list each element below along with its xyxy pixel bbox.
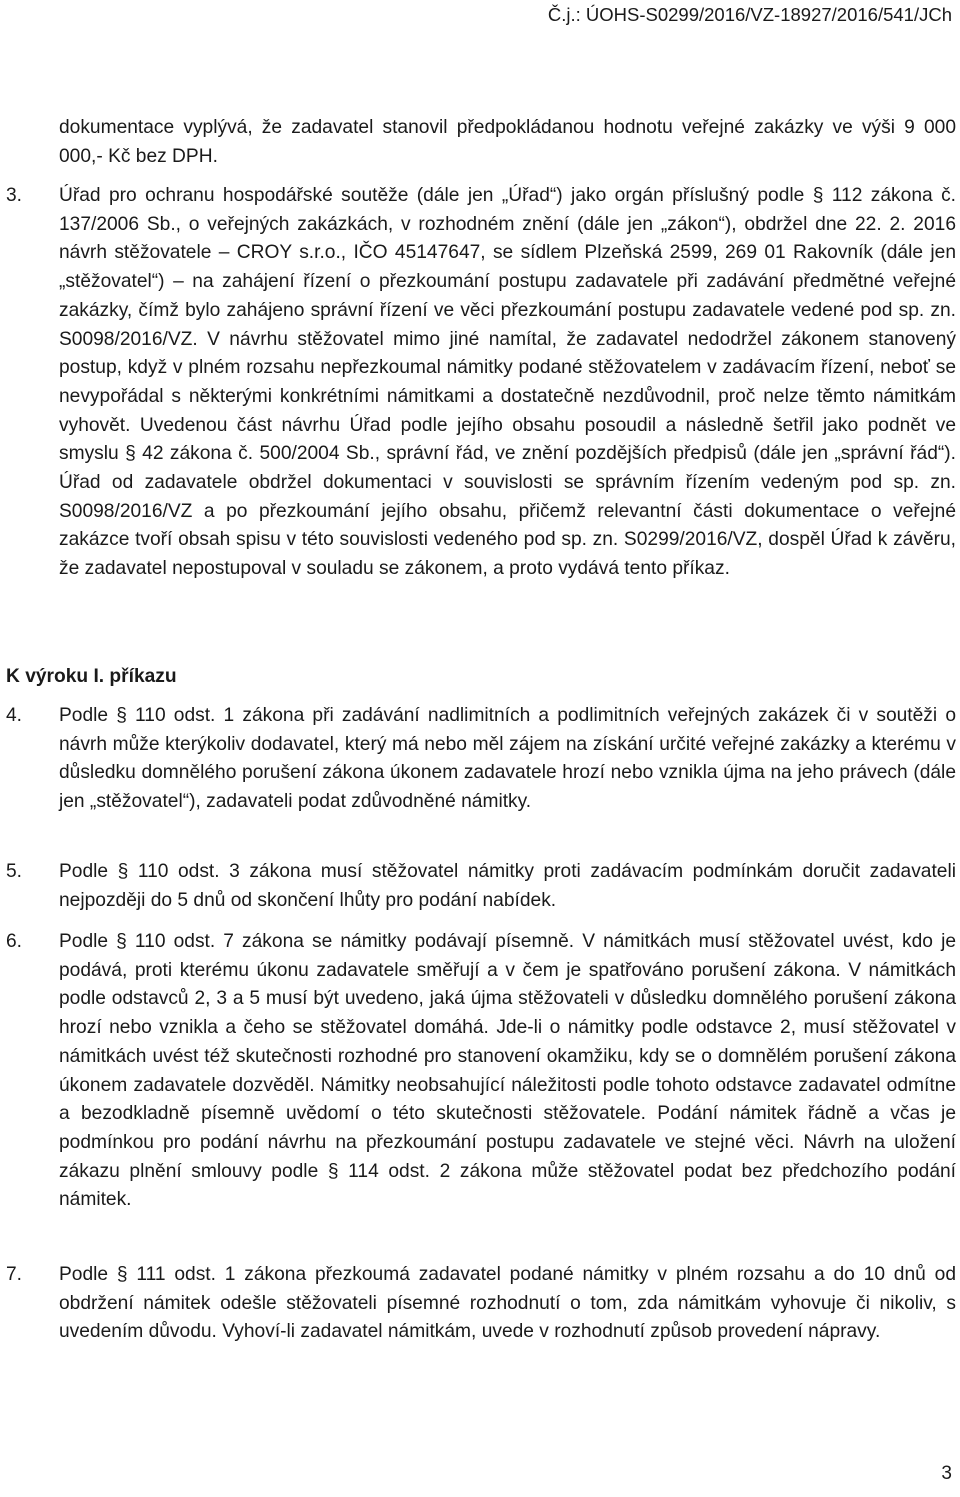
paragraph-number: 6. [6, 931, 23, 952]
paragraph-number: 3. [6, 185, 23, 206]
paragraph-text: Úřad pro ochranu hospodářské soutěže (dále jen „Úřad“) jako orgán příslušný podle § 112 zákona č. 137/2006 Sb., o veřejných zakázkách, v rozhodném znění (dále jen „zákon“), obdržel dne 22. 2. 2016 návrh stěžovatele – CROY s.r.o., IČO 45147647, se sídlem Plzeňská 2599, 269 01 Rakovník (dále jen „stěžovatel“) – na zahájení řízení o přezkoumání postupu zadavatele při zadávání předmětné veřejné zakázky, čímž bylo zahájeno správní řízení ve věci přezkoumání postupu zadavatele vedené pod sp. zn. S0098/2016/VZ. V návrhu stěžovatel mimo jiné namítal, že zadavatel nedodržel zákonem stanovený postup, když v plném rozsahu nepřezkoumal námitky podané stěžovatelem v zadávacím řízení, neboť se nevypořádal s některými konkrétními námitkami a dostatečně nezdůvodnil, proč nelze těmto námitkám vyhovět. Uvedenou část návrhu Úřad podle jejího obsahu posoudil a následně šetřil jako podnět ve smyslu § 42 zákona č. 500/2004 Sb., správní řád, ve znění pozdějších předpisů (dále jen „správní řád“). Úřad od zadavatele obdržel dokumentaci v souvislosti se správním řízením vedeným pod sp. zn. S0098/2016/VZ a po přezkoumání jejího obsahu, přičemž relevantní části dokumentace o veřejné zakázce tvoří obsah spisu v této souvislosti vedeného pod sp. zn. S0299/2016/VZ, dospěl Úřad k závěru, že zadavatel nepostupoval v souladu se zákonem, a proto vydává tento příkaz. [59, 185, 956, 580]
paragraph-number: 5. [6, 861, 23, 882]
paragraph-number: 4. [6, 705, 23, 726]
intro-paragraph: dokumentace vyplývá, že zadavatel stanovil předpokládanou hodnotu veřejné zakázky ve výši 9 000 000,- Kč bez DPH. [59, 117, 956, 167]
paragraph-text: Podle § 110 odst. 7 zákona se námitky podávají písemně. V námitkách musí stěžovatel uvést, kdo je podává, proti kterému úkonu zadavatele směřují a v čem je spatřováno porušení zákona. V námitkách podle odstavců 2, 3 a 5 musí být uvedeno, jaká újma stěžovateli v důsledku domnělého porušení zákona hrozí nebo vznikla a čeho se stěžovatel domáhá. Jde-li o námitky podle odstavce 2, musí stěžovatel v námitkách uvést též skutečnosti rozhodné pro stanovení okamžiku, kdy se o domnělém porušení zákona úkonem zadavatele dozvěděl. Námitky neobsahující náležitosti podle tohoto odstavce zadavatel odmítne a bezodkladně písemně uvědomí o této skutečnosti stěžovatele. Podání námitek řádně a včas je podmínkou pro podání návrhu na přezkoumání postupu zadavatele ve stejné věci. Návrh na uložení zákazu plnění smlouvy podle § 114 odst. 2 zákona může stěžovatel podat bez předchozího podání námitek. [59, 931, 956, 1211]
paragraph-text: Podle § 110 odst. 3 zákona musí stěžovatel námitky proti zadávacím podmínkám doručit zadavateli nejpozději do 5 dnů od skončení lhůty pro podání nabídek. [59, 861, 956, 911]
paragraph-text: Podle § 110 odst. 1 zákona při zadávání nadlimitních a podlimitních veřejných zakázek či v soutěži o návrh může kterýkoliv dodavatel, který má nebo měl zájem na získání určité veřejné zakázky a kterému v důsledku domnělého porušení zákona úkonem zadavatele hrozí nebo vznikla újma na jeho právech (dále jen „stěžovatel“), zadavateli podat zdůvodněné námitky. [59, 705, 956, 813]
page-number: 3 [941, 1463, 952, 1484]
paragraph-number: 7. [6, 1264, 23, 1285]
section-heading: K výroku I. příkazu [6, 666, 177, 687]
document-reference-header: Č.j.: ÚOHS-S0299/2016/VZ-18927/2016/541/JCh [547, 4, 952, 25]
paragraph-text: Podle § 111 odst. 1 zákona přezkoumá zadavatel podané námitky v plném rozsahu a do 10 dnů od obdržení námitek odešle stěžovateli písemné rozhodnutí o tom, zda námitkám vyhovuje či nikoliv, s uvedením důvodu. Vyhoví-li zadavatel námitkám, uvede v rozhodnutí způsob provedení nápravy. [59, 1264, 956, 1343]
